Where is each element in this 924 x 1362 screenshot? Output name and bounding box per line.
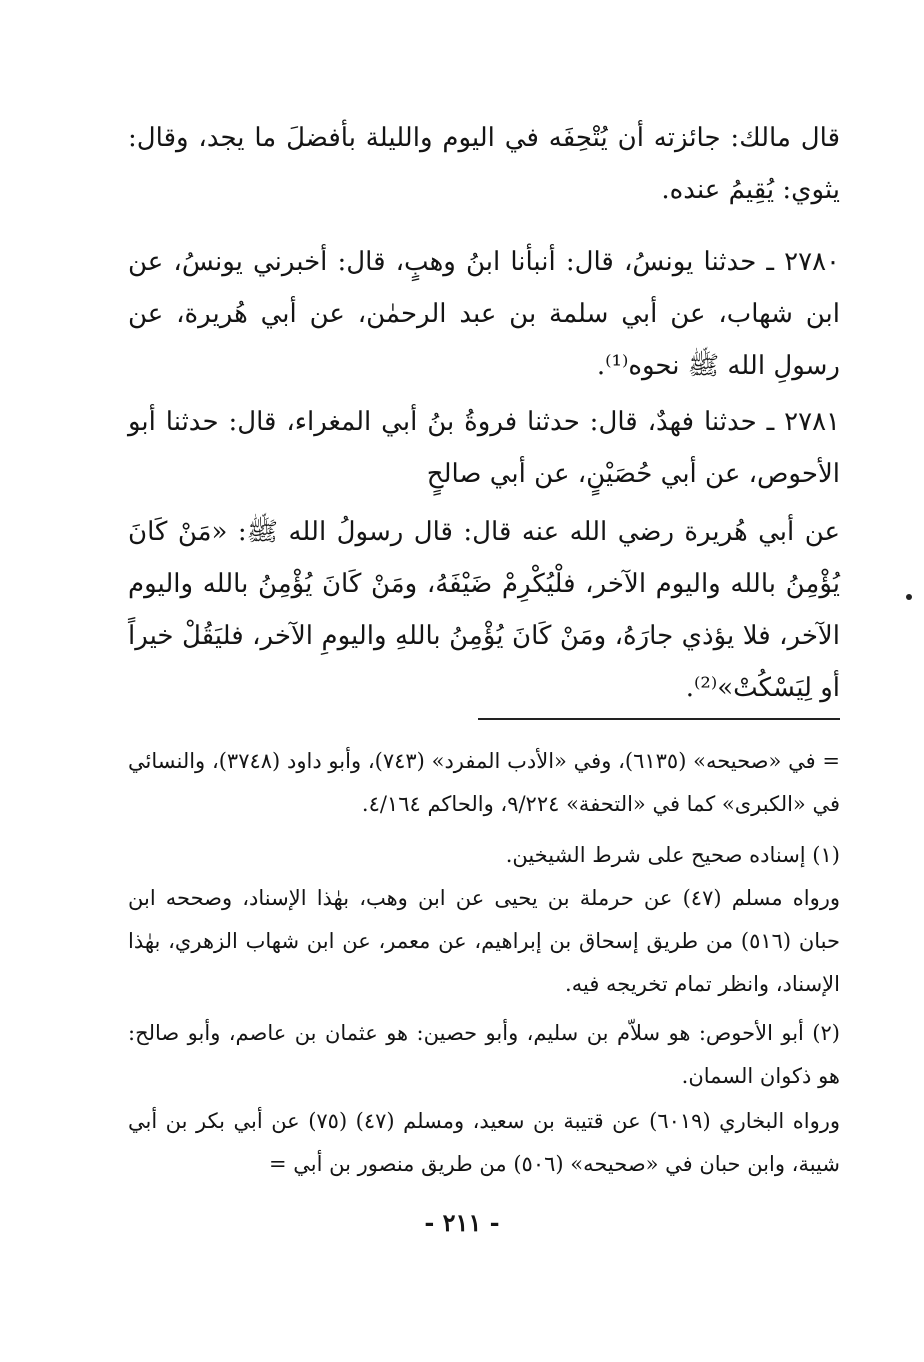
footnote-separator — [478, 718, 840, 720]
hadith-2781-text: عن أبي هُريرة رضي الله عنه قال: قال رسولُ الله ﷺ: «مَنْ كَانَ يُؤْمِنُ بالله واليوم الآخر، فلْيُكْرِمْ ضَيْفَهُ، ومَنْ كَانَ يُؤْمِنُ بالله واليوم الآخر، فلا يؤذي جارَهُ، ومَنْ كَانَ يُؤْمِنُ باللهِ واليومِ الآخر، فليَقُلْ خيراً أو لِيَسْكُتْ»⁽²⁾. — [128, 517, 840, 703]
footnote-2: (٢) أبو الأحوص: هو سلاّم بن سليم، وأبو حصين: هو عثمان بن عاصم، وأبو صالح: هو ذكوان السمان. — [128, 1021, 840, 1088]
footnote-1-detail: ورواه مسلم (٤٧) عن حرملة بن يحيى عن ابن وهب، بهٰذا الإسناد، وصححه ابن حبان (٥١٦) من طريق إسحاق بن إبراهيم، عن معمر، عن ابن شهاب الزهري، بهٰذا الإسناد، وانظر تمام تخريجه فيه. — [128, 886, 840, 996]
footnote-2-detail: ورواه البخاري (٦٠١٩) عن قتيبة بن سعيد، ومسلم (٤٧) (٧٥) عن أبي بكر بن أبي شيبة، وابن حبان في «صحيحه» (٥٠٦) من طريق منصور بن أبي = — [128, 1109, 841, 1176]
footnote-continuation: = في «صحيحه» (٦١٣٥)، وفي «الأدب المفرد» (٧٤٣)، وأبو داود (٣٧٤٨)، والنسائي في «الكبرى» كما في «التحفة» ٩/٢٢٤، والحاكم ٤/١٦٤. — [128, 749, 840, 816]
main-paragraph-commentary: قال مالك: جائزته أن يُتْحِفَه في اليوم والليلة بأفضلَ ما يجد، وقال: يثوي: يُقِيمُ عنده. — [128, 123, 840, 205]
hadith-2781-chain: ٢٧٨١ ـ حدثنا فهدٌ، قال: حدثنا فروةُ بنُ أبي المغراء، قال: حدثنا أبو الأحوص، عن أبي حُصَيْنٍ، عن أبي صالحٍ — [128, 407, 840, 489]
page-number: - ٢١١ - — [424, 1208, 500, 1237]
footnote-1: (١) إسناده صحيح على شرط الشيخين. — [505, 843, 840, 867]
margin-dot — [906, 594, 912, 600]
hadith-2780: ٢٧٨٠ ـ حدثنا يونسُ، قال: أنبأنا ابنُ وهبٍ، قال: أخبرني يونسُ، عن ابن شهاب، عن أبي سلمة بن عبد الرحمٰن، عن أبي هُريرة، عن رسولِ الله ﷺ نحوه⁽¹⁾. — [128, 247, 840, 381]
